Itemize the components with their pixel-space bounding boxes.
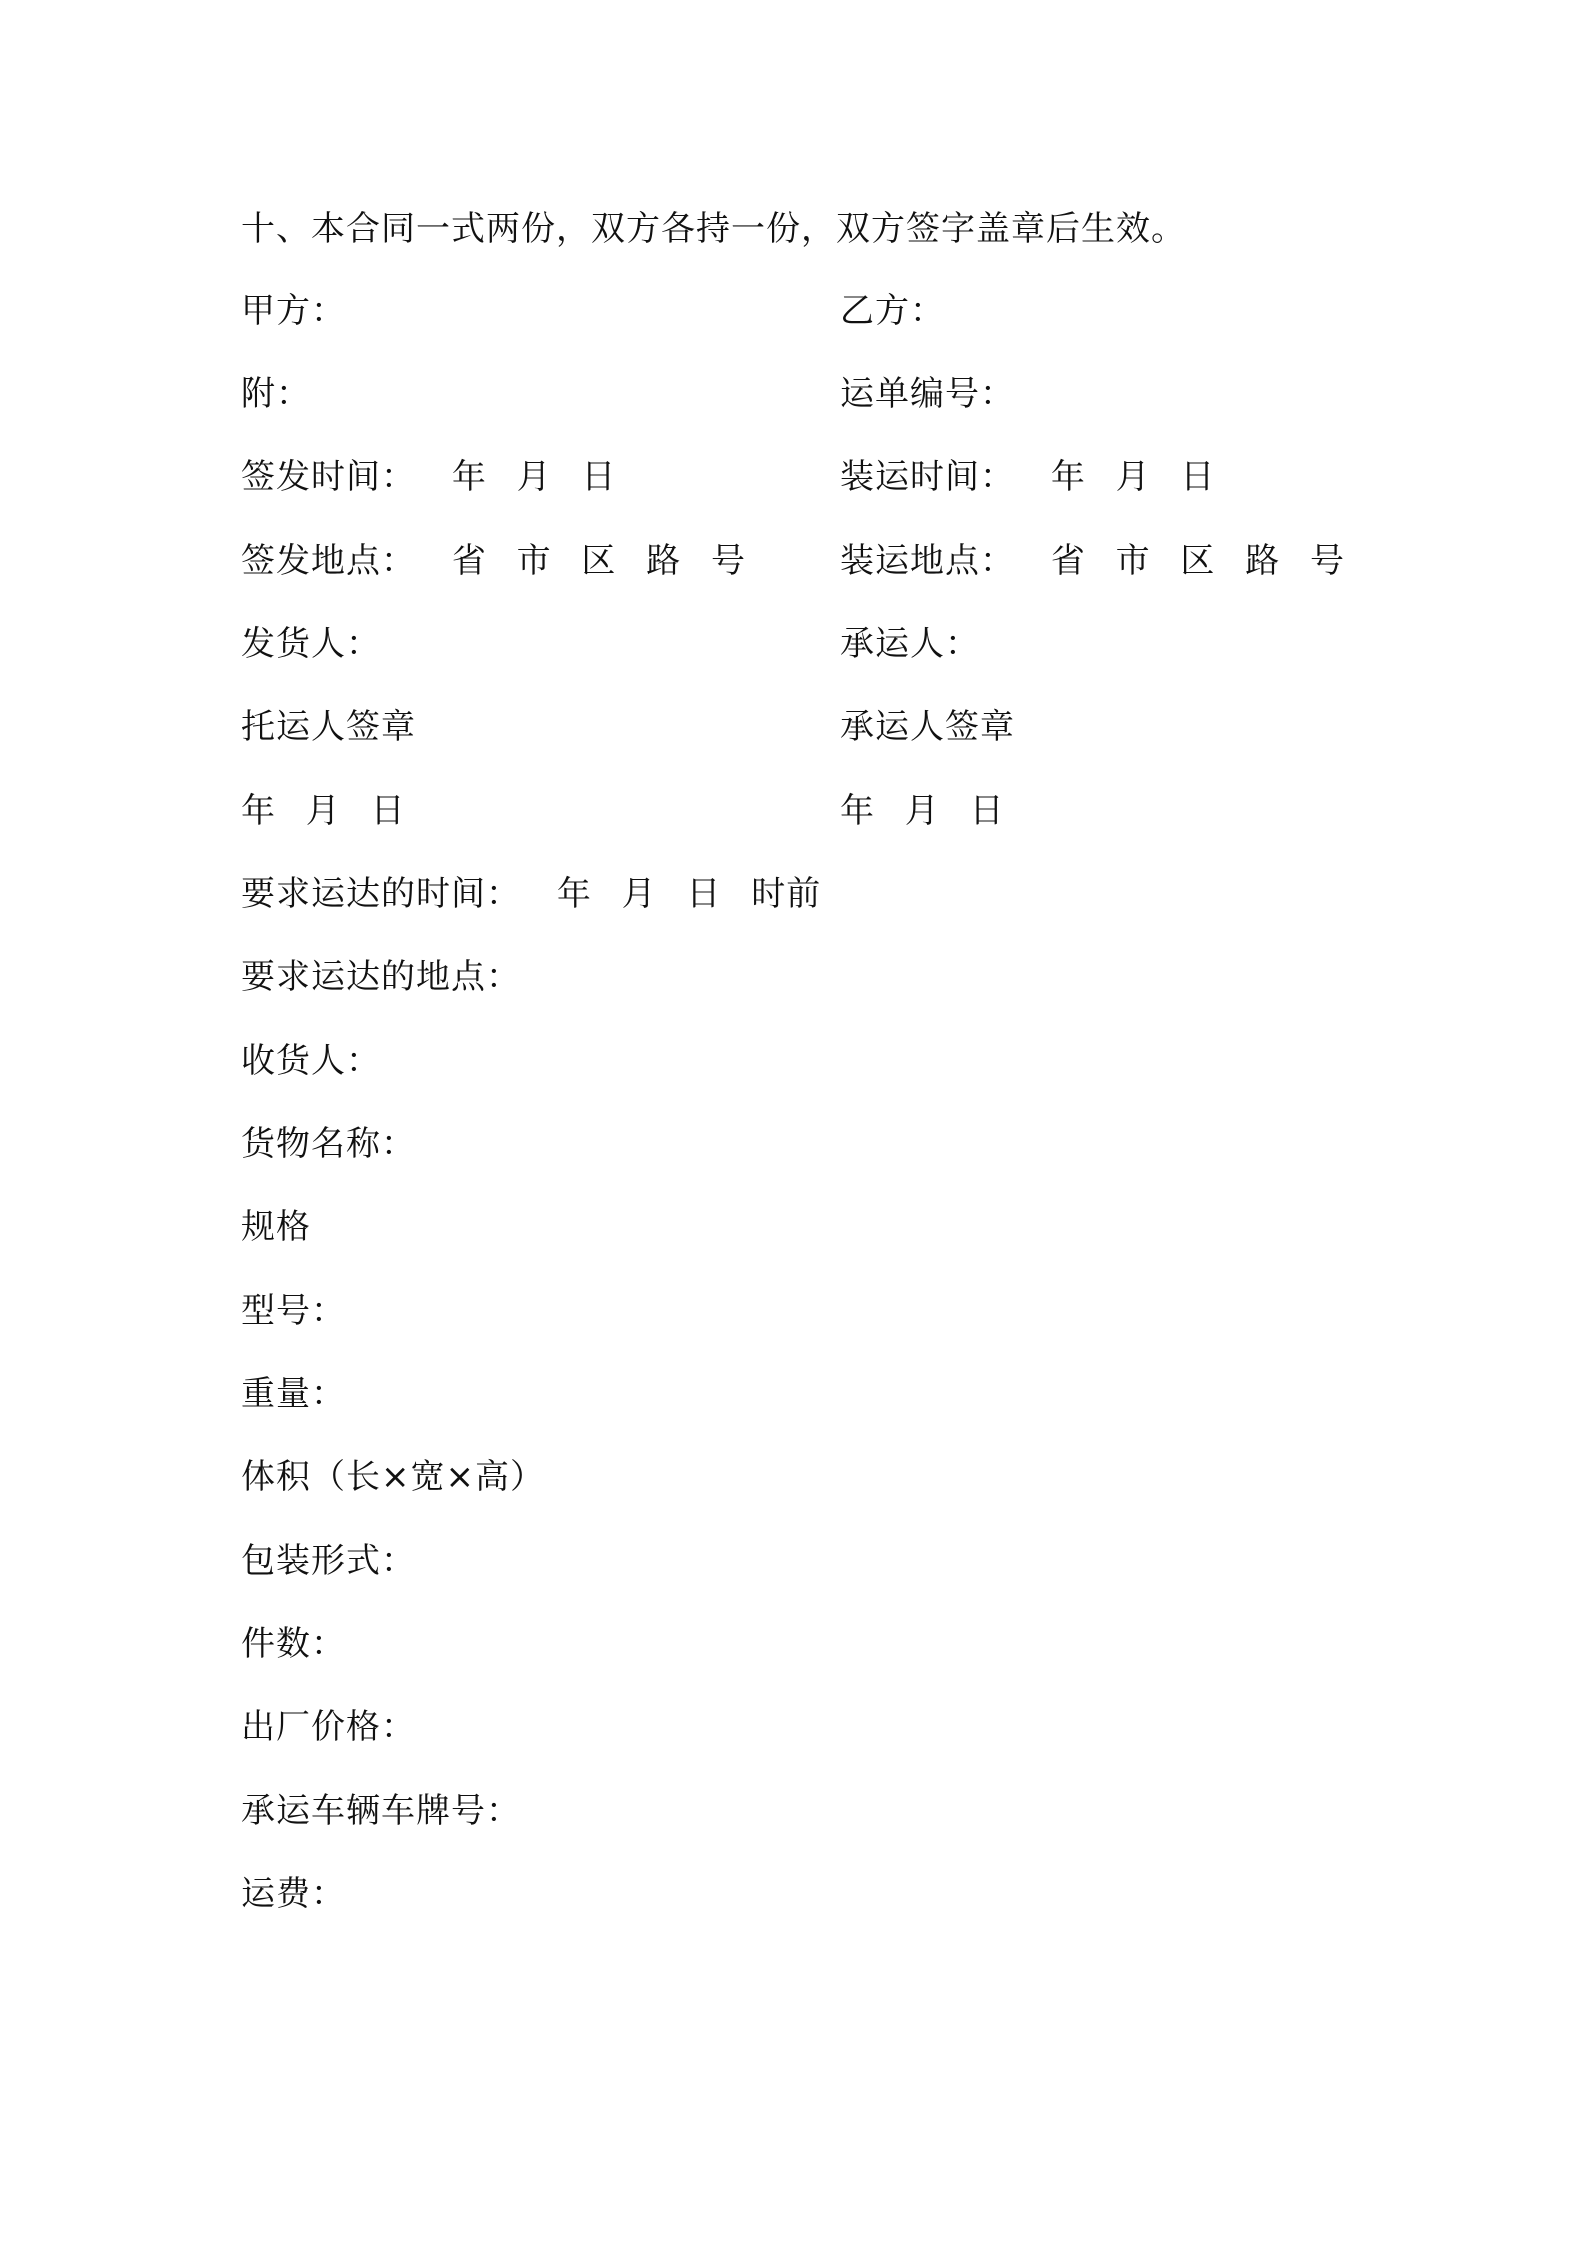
packaging-label: 包装形式： (241, 1541, 416, 1581)
consignee-label: 收货人： (241, 1041, 381, 1081)
model-label: 型号： (241, 1291, 346, 1331)
volume-label: 体积（长×宽×高） (241, 1457, 545, 1497)
clause-10: 十、本合同一式两份，双方各持一份，双方签字盖章后生效。 (241, 209, 1186, 249)
arrival-time-value: 年 月 日 时前 (556, 874, 822, 914)
carrier-signature-label: 承运人签章 (840, 707, 1015, 747)
issue-time-row (241, 455, 616, 499)
loading-place-row (840, 539, 1345, 583)
consignor-signature-label: 托运人签章 (241, 707, 416, 747)
arrival-time-row (241, 872, 821, 916)
freight-label: 运费： (241, 1874, 346, 1914)
waybill-number-label: 运单编号： (840, 374, 1015, 414)
loading-place-label: 装运地点： (840, 541, 1015, 581)
pieces-label: 件数： (241, 1624, 346, 1664)
loading-time-row (840, 455, 1215, 499)
shipper-label: 发货人： (241, 624, 381, 664)
party-a-label: 甲方： (241, 291, 346, 331)
loading-time-label: 装运时间： (840, 457, 1015, 497)
goods-name-label: 货物名称： (241, 1124, 416, 1164)
issue-place-value: 省 市 区 路 号 (451, 541, 747, 581)
vehicle-plate-label: 承运车辆车牌号： (241, 1791, 521, 1831)
arrival-time-label: 要求运达的时间： (241, 874, 521, 914)
issue-place-label: 签发地点： (241, 541, 416, 581)
loading-place-value: 省 市 区 路 号 (1050, 541, 1346, 581)
loading-time-value: 年 月 日 (1050, 457, 1216, 497)
issue-time-value: 年 月 日 (451, 457, 617, 497)
factory-price-label: 出厂价格： (241, 1707, 416, 1747)
attachment-label: 附： (241, 374, 311, 414)
arrival-place-label: 要求运达的地点： (241, 957, 521, 997)
consignor-date: 年 月 日 (241, 791, 406, 831)
carrier-label: 承运人： (840, 624, 980, 664)
party-b-label: 乙方： (840, 291, 945, 331)
specification-label: 规格 (241, 1207, 311, 1247)
issue-place-row (241, 539, 746, 583)
carrier-date: 年 月 日 (840, 791, 1005, 831)
weight-label: 重量： (241, 1374, 346, 1414)
issue-time-label: 签发时间： (241, 457, 416, 497)
